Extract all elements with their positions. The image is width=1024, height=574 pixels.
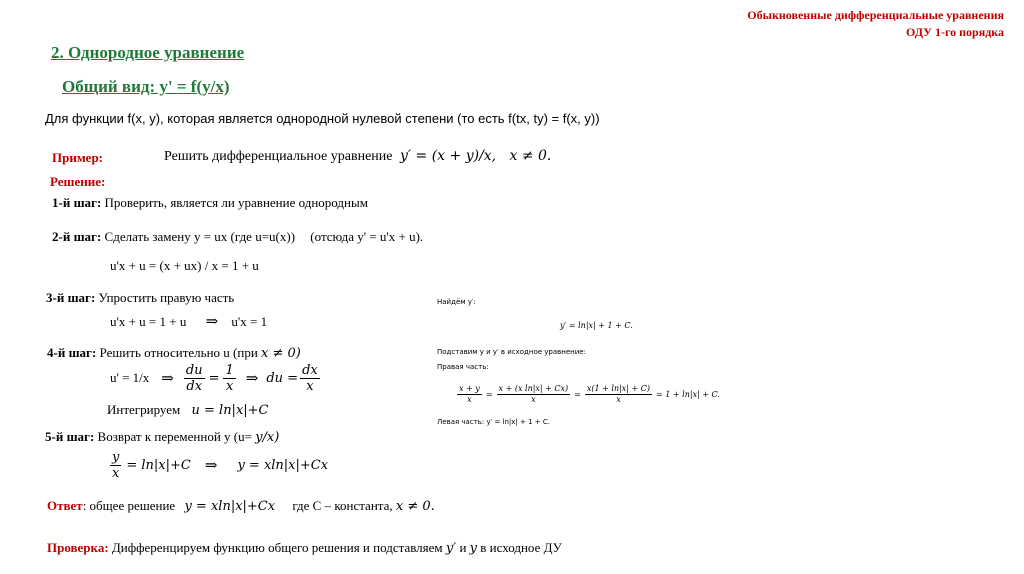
implies-arrow-icon: ⇒ [245,369,259,387]
side-find-eq: y′ = ln|x| + 1 + C. [560,321,633,330]
step1 [52,195,368,211]
answer-cond: x ≠ 0. [395,499,435,514]
implies-arrow-icon: ⇒ [205,312,219,330]
side-fraction-3 [585,385,652,404]
fraction-du-dx [184,364,205,393]
check-yprime: y′ [445,541,457,556]
step2-equation: u'x + u = (x + ux) / x = 1 + u [110,258,259,273]
fraction-denominator: x [306,378,314,394]
step5 [45,429,279,445]
check-y: y [469,541,478,556]
fraction-numerator: 1 [225,362,234,378]
fraction-1-x [223,364,235,393]
side-subst-label: Подставим y и y′ в исходное уравнение: [437,348,586,356]
side-find-label: Найдём y′: [437,298,476,306]
answer-text: : общее решение [82,498,176,513]
fraction-denominator: x [112,465,120,481]
step5-equation [108,447,328,483]
step4 [47,345,301,361]
step5-eq-left: = ln|x|+C [126,457,191,473]
example-label: Пример: [52,150,104,165]
step2-note: (отсюда y' = u'x + u). [310,229,424,244]
side-left-label: Левая часть: y′ = ln|x| + 1 + C. [437,418,550,426]
fraction-numerator: x + (x ln|x| + Cx) [498,383,569,393]
integrate-line [107,402,269,418]
check [47,540,562,556]
header-line1: Обыкновенные дифференциальные уравнения [747,8,1004,22]
step4-eq1: u' = 1/x [110,370,150,385]
step3 [46,290,234,306]
side-right-equation: $\frac{x + y}{x}$ = $\frac{\text{x + (x ln|x| + Cx)}}{x}$ = $\frac{x(1 + \ln|x| + C)}{x}$ = 1 + ln|x| + C. [459,383,720,404]
fraction-numerator: dx [302,362,318,378]
step3-eq-right: u'x = 1 [231,314,268,329]
step4-text: Решить относительно u (при [99,345,258,360]
header-title [747,8,1004,40]
step1-label: 1-й шаг: [52,195,102,210]
fraction-denominator: x [467,394,472,404]
step4-cond: x ≠ 0) [261,346,301,361]
fraction-numerator: du [185,362,203,378]
du-equals: du = [266,370,299,386]
solution-label: Решение: [50,174,106,189]
fraction-numerator: x + y [459,383,480,393]
equals-sign: = [208,370,220,386]
example-task-text: Решить дифференциальное уравнение [164,149,393,164]
step1-text: Проверить, является ли уравнение однородным [104,195,368,210]
fraction-numerator: x(1 + ln|x| + C) [586,383,651,393]
answer [47,498,435,514]
step5-text: Возврат к переменной y (u= [97,429,252,444]
step3-label: 3-й шаг: [46,290,96,305]
step5-eq-right: y = xln|x|+Cx [237,457,329,473]
answer-note: где C – константа, [292,498,393,513]
step5-text-eq: y/x) [255,430,280,445]
implies-arrow-icon: ⇒ [204,456,218,474]
fraction-denominator: x [531,394,536,404]
header-line2: ОДУ 1-го порядка [906,25,1004,39]
fraction-denominator: dx [186,378,203,394]
step4-equation [110,361,322,395]
definition-text: Для функции f(x, y), которая является однородной нулевой степени (то есть f(tx, ty) = f(x, y)) [45,111,600,126]
step3-equation [110,312,267,330]
check-label: Проверка: [47,540,109,555]
side-right-label: Правая часть: [437,363,489,371]
side-fraction-2 [497,385,571,404]
implies-arrow-icon: ⇒ [161,369,174,387]
side-fraction-1 [457,385,482,404]
step3-text: Упростить правую часть [98,290,235,305]
step4-label: 4-й шаг: [47,345,97,360]
fraction-denominator: x [225,378,234,394]
answer-label: Ответ [47,498,83,513]
section-title: 2. Однородное уравнение [51,43,245,62]
fraction-y-x [110,451,121,480]
example-task-eq: y′ = (x + y)/x, x ≠ 0. [399,148,552,164]
integrate-label: Интегрируем [107,402,181,417]
general-form: Общий вид: y' = f(y/x) [62,77,230,96]
step3-eq-left: u'x + u = 1 + u [110,314,187,329]
fraction-dx-x [300,364,320,393]
check-tail: в исходное ДУ [480,540,562,555]
answer-eq: y = xln|x|+Cx [184,499,276,514]
side-f-tail: = 1 + ln|x| + C. [656,389,720,399]
step2 [52,229,423,245]
step2-label: 2-й шаг: [52,229,102,244]
step2-text: Сделать замену y = ux (где u=u(x)) [104,229,296,244]
step5-label: 5-й шаг: [45,429,95,444]
check-text: Дифференцируем функцию общего решения и подставляем [111,540,443,555]
integrate-eq: u = ln|x|+C [191,403,269,418]
fraction-numerator: y [112,449,120,465]
fraction-denominator: x [616,394,621,404]
example-task [164,148,551,165]
check-and: и [459,540,467,555]
